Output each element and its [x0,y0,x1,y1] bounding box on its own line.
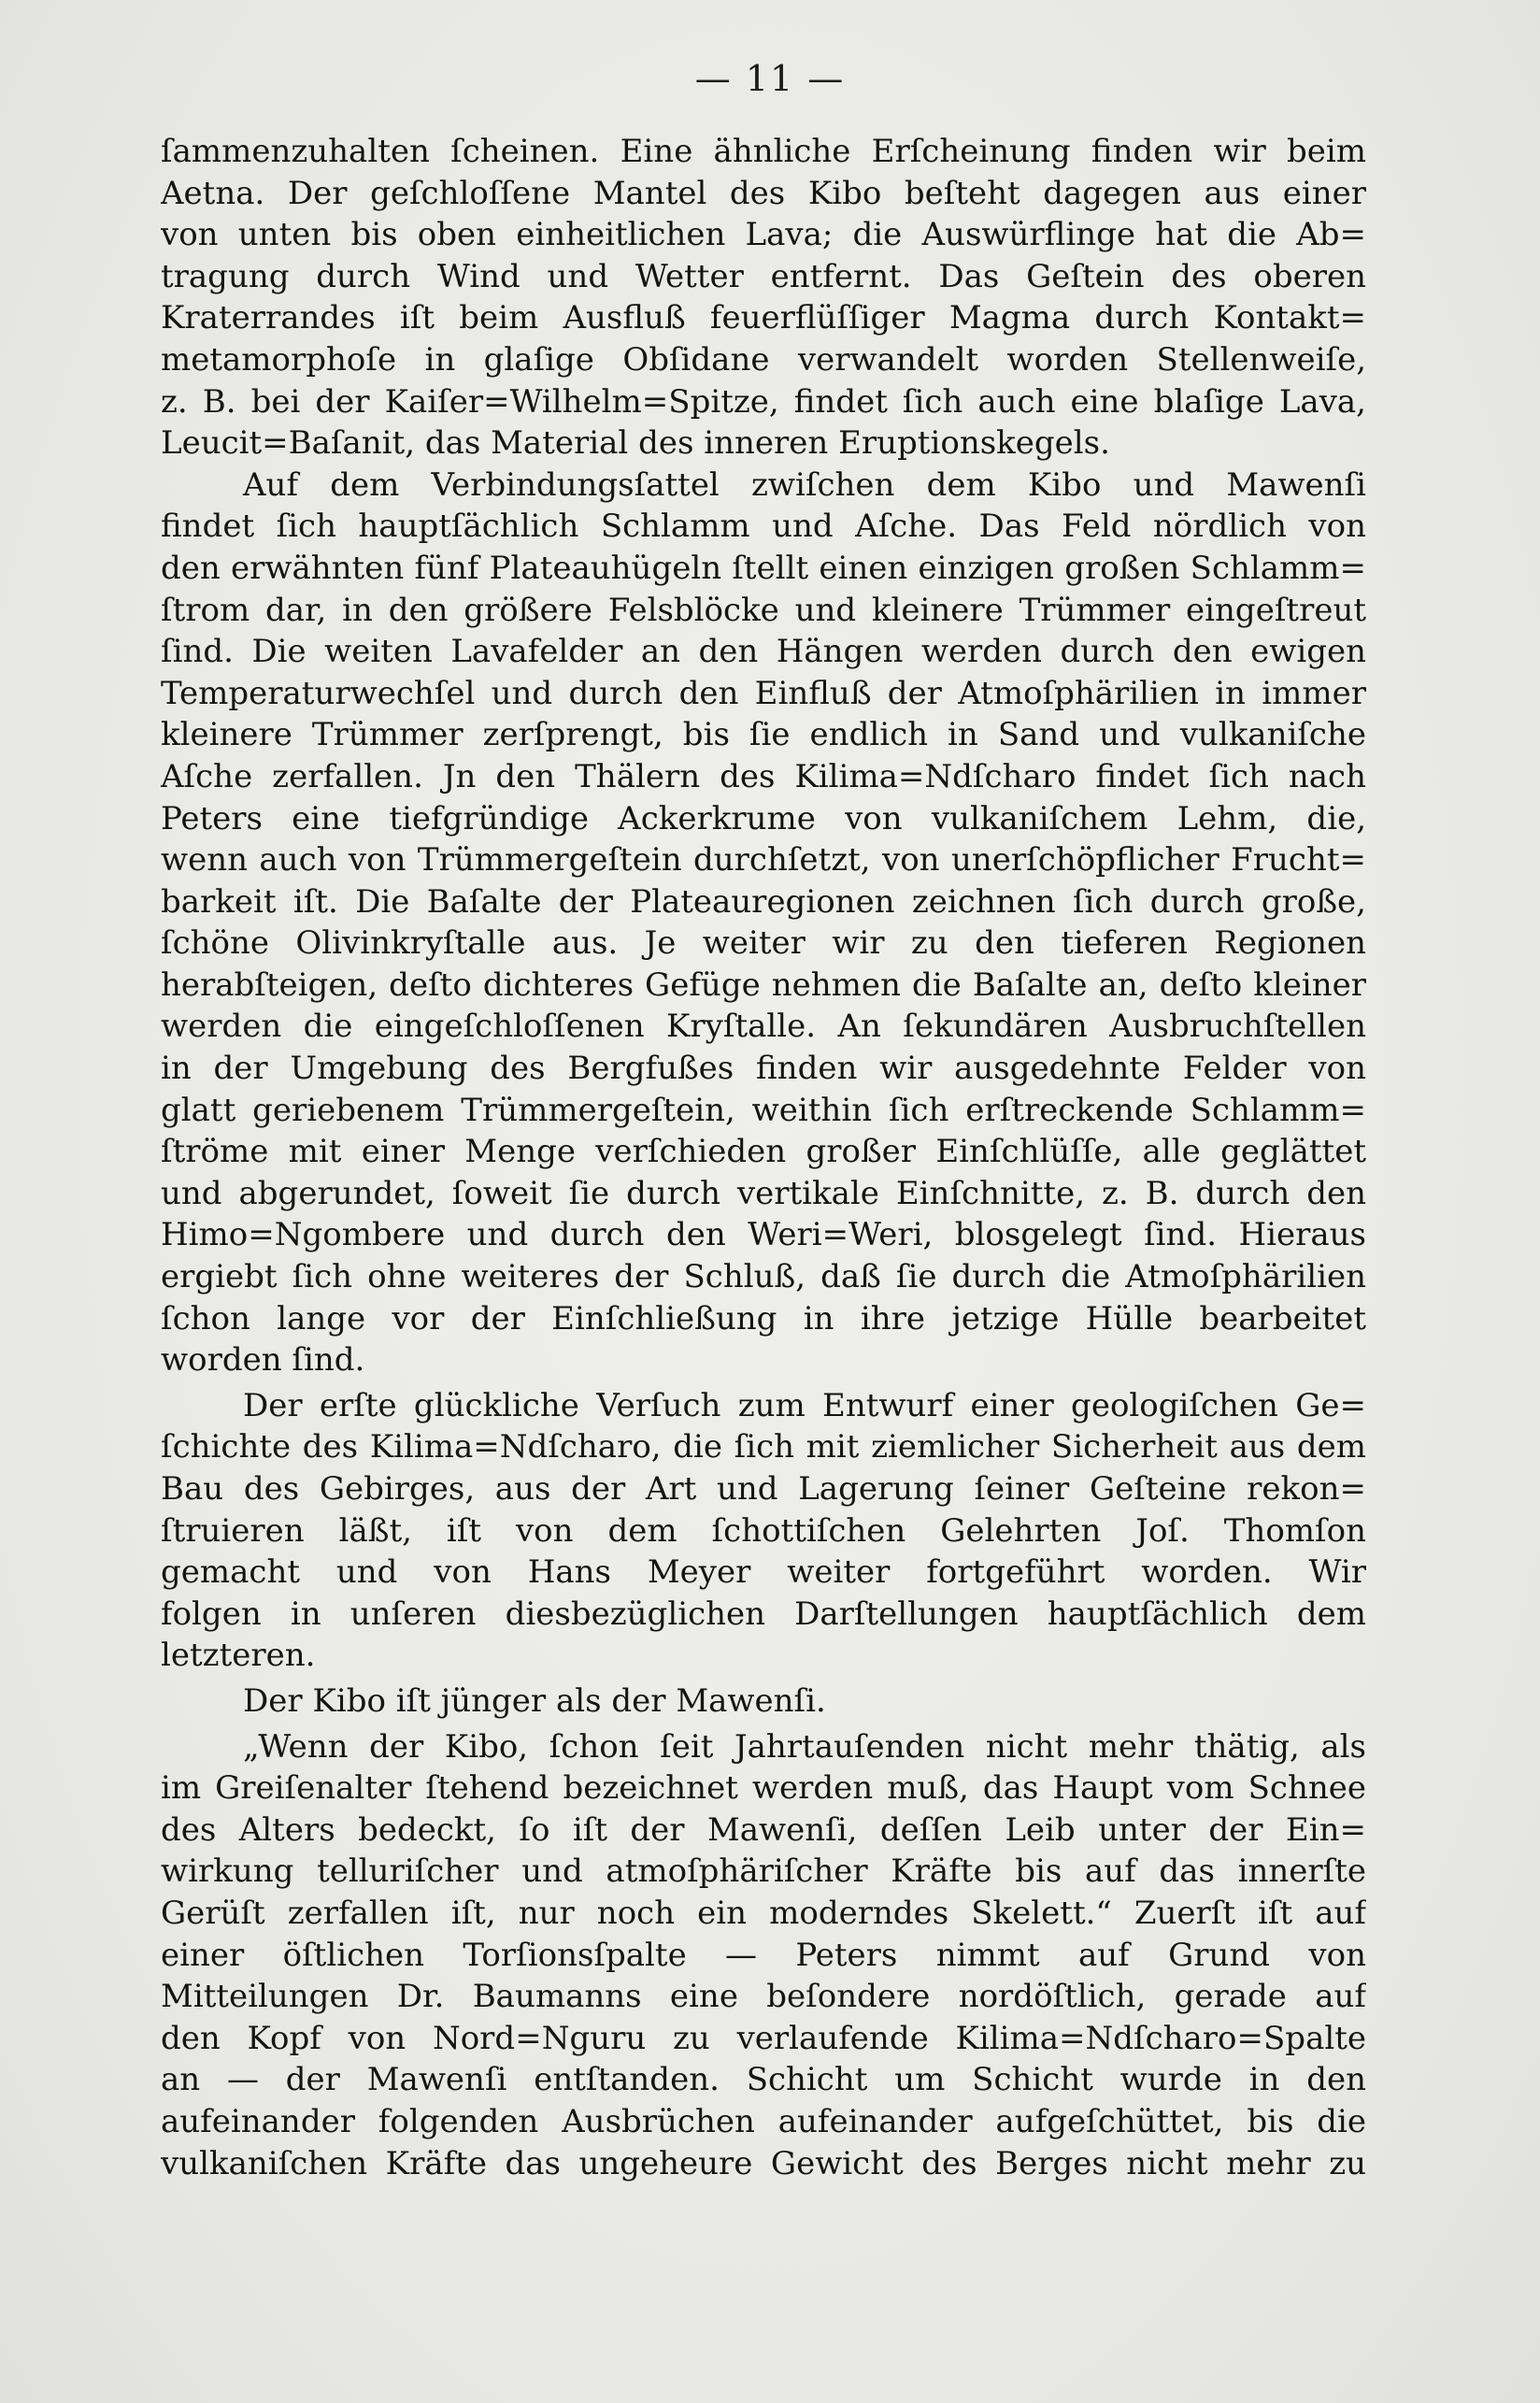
text-line: vulkaniſchen Kräfte das ungeheure Gewicht des Berges nicht mehr zu [161,2144,1366,2182]
text-line: aufeinander folgenden Ausbrüchen aufeinander aufgeſchüttet, bis die [161,2102,1366,2140]
text-line: ſtröme mit einer Menge verſchieden großer Einſchlüſſe, alle geglättet [161,1133,1366,1171]
text-line: letzteren. [161,1637,316,1675]
text-line: in der Umgebung des Bergfußes finden wir ausgedehnte Felder von [161,1050,1366,1088]
text-line: herabſteigen, deſto dichteres Gefüge nehmen die Baſalte an, deſto kleiner [161,965,1366,1004]
text-line: folgen in unſeren diesbezüglichen Darſtellungen hauptſächlich dem [161,1595,1366,1633]
text-line: einer öſtlichen Torſionsſpalte — Peters nimmt auf Grund von [161,1936,1366,1974]
text-line: barkeit iſt. Die Baſalte der Plateauregionen zeichnen ſich durch große, [161,882,1366,921]
text-line: ſchon lange vor der Einſchließung in ihre jetzige Hülle bearbeitet [161,1299,1366,1337]
text-line: ſchichte des Kilima=Ndſcharo, die ſich mit ziemlicher Sicherheit aus dem [161,1428,1366,1466]
text-line: ſtrom dar, in den größere Felsblöcke und kleinere Trümmer eingeſtreut [161,591,1366,629]
paragraph [161,1726,1366,2185]
text-line: Aetna. Der geſchloſſene Mantel des Kibo beſteht dagegen aus einer [161,174,1366,212]
text-line: des Alters bedeckt, ſo iſt der Mawenſi, deſſen Leib unter der Ein= [161,1810,1366,1849]
text-line: werden die eingeſchloſſenen Kryſtalle. An ſekundären Ausbruchſtellen [161,1008,1366,1046]
text-line: den erwähnten fünf Plateauhügeln ſtellt einen einzigen großen Schlamm= [161,549,1366,587]
text-line: Leucit=Baſanit, das Material des inneren Eruptionskegels. [161,424,1110,463]
paragraph [161,1385,1366,1677]
text-line: Der Kibo iſt jünger als der Mawenſi. [243,1681,826,1720]
text-line: und abgerundet, ſoweit ſie durch vertikale Einſchnitte, z. B. durch den [161,1174,1366,1212]
paragraph [161,465,1366,1381]
text-line: Himo=Ngombere und durch den Weri=Weri, blosgelegt ſind. Hieraus [161,1216,1366,1254]
paragraph [161,1681,1366,1723]
text-line: findet ſich hauptſächlich Schlamm und Aſche. Das Feld nördlich von [161,508,1366,546]
body-text [161,131,1366,2184]
paragraph [161,131,1366,465]
text-line: von unten bis oben einheitlichen Lava; die Auswürflinge hat die Ab= [161,216,1366,254]
text-line: wenn auch von Trümmergeſtein durchſetzt, von unerſchöpflicher Frucht= [161,841,1366,880]
text-line: z. B. bei der Kaiſer=Wilhelm=Spitze, findet ſich auch eine blaſige Lava, [161,382,1366,421]
text-line: ergiebt ſich ohne weiteres der Schluß, daß ſie durch die Atmoſphärilien [161,1258,1366,1296]
page-number: — 11 — [694,58,846,99]
text-line: Der erſte glückliche Verſuch zum Entwurf einer geologiſchen Ge= [243,1386,1366,1424]
text-line: im Greiſenalter ſtehend bezeichnet werden muß, das Haupt vom Schnee [161,1769,1366,1808]
text-line: Mitteilungen Dr. Baumanns eine beſondere nordöſtlich, gerade auf [161,1978,1366,2016]
text-line: glatt geriebenem Trümmergeſtein, weithin ſich erſtreckende Schlamm= [161,1091,1366,1129]
text-line: Auf dem Verbindungsſattel zwiſchen dem Kibo und Mawenſi [243,465,1366,504]
text-line: an — der Mawenſi entſtanden. Schicht um Schicht wurde in den [161,2061,1366,2099]
text-line: ſammenzuhalten ſcheinen. Eine ähnliche Erſcheinung finden wir beim [161,133,1366,170]
text-line: gemacht und von Hans Meyer weiter fortgeführt worden. Wir [161,1553,1366,1592]
text-line: metamorphoſe in glaſige Obſidane verwandelt worden Stellenweiſe, [161,340,1366,379]
text-line: wirkung telluriſcher und atmoſphäriſcher Kräfte bis auf das innerſte [161,1852,1366,1891]
text-line: Kraterrandes iſt beim Ausfluß feuerflüſſiger Magma durch Kontakt= [161,299,1366,337]
text-line: Gerüſt zerfallen iſt, nur noch ein moderndes Skelett.“ Zuerſt iſt auf [161,1894,1366,1932]
text-line: Temperaturwechſel und durch den Einfluß der Atmoſphärilien in immer [161,674,1366,712]
text-line: ſchöne Olivinkryſtalle aus. Je weiter wir zu den tieferen Regionen [161,924,1366,963]
text-line: tragung durch Wind und Wetter entfernt. Das Geſtein des oberen [161,257,1366,295]
text-line: worden ſind. [161,1341,365,1380]
text-line: Peters eine tiefgründige Ackerkrume von vulkaniſchem Lehm, die, [161,799,1366,837]
text-line: kleinere Trümmer zerſprengt, bis ſie endlich in Sand und vulkaniſche [161,716,1366,754]
text-line: den Kopf von Nord=Nguru zu verlaufende Kilima=Ndſcharo=Spalte [161,2019,1366,2057]
text-line: „Wenn der Kibo, ſchon ſeit Jahrtauſenden nicht mehr thätig, als [243,1727,1366,1766]
text-line: ſtruieren läßt, iſt von dem ſchottiſchen Gelehrten Joſ. Thomſon [161,1511,1366,1550]
text-line: ſind. Die weiten Lavafelder an den Hängen werden durch den ewigen [161,633,1366,671]
text-line: Aſche zerfallen. Jn den Thälern des Kilima=Ndſcharo findet ſich nach [161,757,1366,795]
text-line: Bau des Gebirges, aus der Art und Lagerung ſeiner Geſteine rekon= [161,1470,1366,1508]
